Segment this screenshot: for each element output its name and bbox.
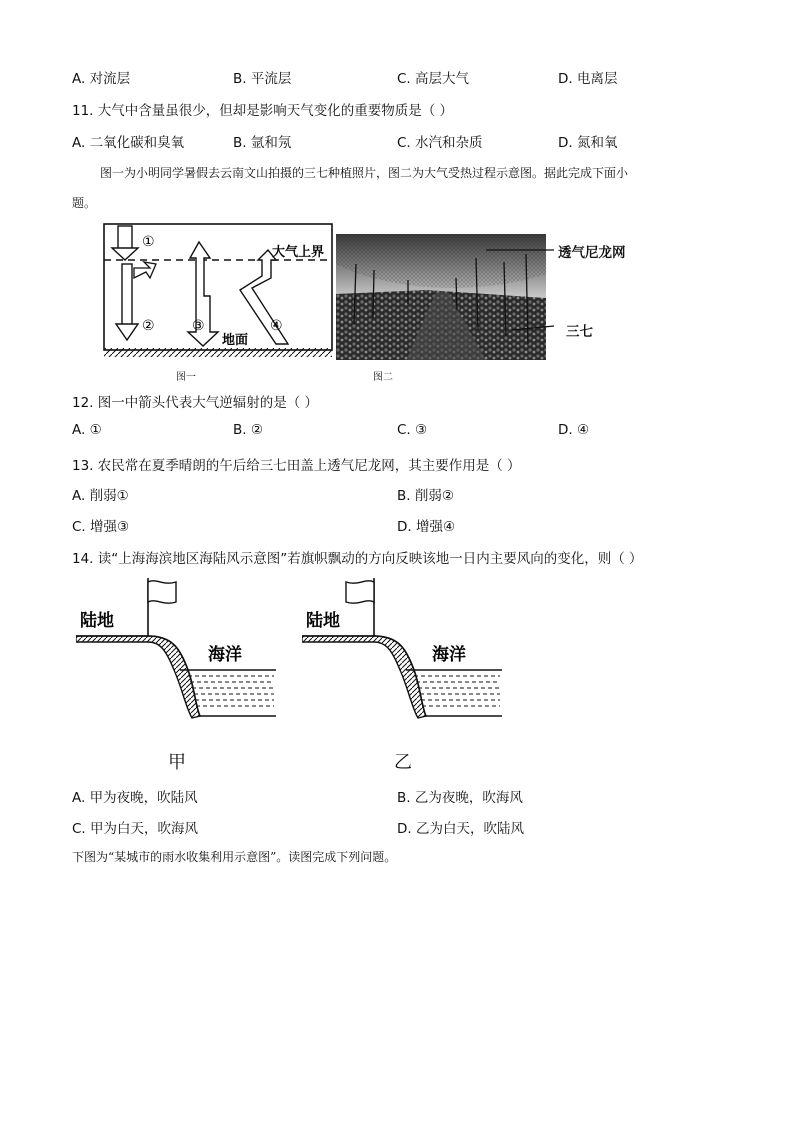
label-sanqi: 三七 — [566, 324, 593, 340]
caption-jia: 甲 — [168, 752, 186, 773]
caption-yi: 乙 — [394, 752, 412, 773]
label-land-jia: 陆地 — [80, 611, 114, 631]
q14-option-c: C. 甲为白天，吹海风 — [72, 821, 199, 837]
q12-option-c: C. ③ — [397, 422, 428, 438]
ground-hatch — [104, 348, 332, 357]
flag-yi — [346, 581, 374, 603]
figure-1-caption: 图一 — [176, 372, 196, 383]
label-arrow-2: ② — [142, 318, 155, 334]
q12-option-b: B. ② — [233, 422, 263, 438]
label-atmosphere-top: 大气上界 — [272, 245, 325, 260]
q12-option-a: A. ① — [72, 422, 102, 438]
q12-stem: 12. 图一中箭头代表大气逆辐射的是（ ） — [72, 395, 319, 411]
q10-option-b: B. 平流层 — [233, 71, 292, 87]
diagram-frame — [104, 224, 332, 350]
label-arrow-3: ③ — [192, 318, 205, 334]
intro-line-1: 图一为小明同学暑假去云南文山拍摄的三七种植照片，图二为大气受热过程示意图。据此完成下面小 — [100, 166, 629, 180]
next-intro: 下图为“某城市的雨水收集利用示意图”。读图完成下列问题。 — [72, 850, 397, 864]
q14-stem: 14. 读“上海海滨地区海陆风示意图”若旗帜飘动的方向反映该地一日内主要风向的变化，则（ ） — [72, 551, 643, 567]
q10-option-d: D. 电离层 — [558, 71, 618, 87]
label-land-yi: 陆地 — [306, 611, 340, 631]
flag-jia — [148, 581, 176, 603]
label-sea-yi: 海洋 — [432, 645, 466, 665]
intro-line-2: 题。 — [72, 196, 97, 210]
label-arrow-1: ① — [142, 234, 155, 250]
q11-option-b: B. 氩和氖 — [233, 135, 292, 151]
q11-option-a: A. 二氧化碳和臭氧 — [72, 135, 185, 151]
q13-option-b: B. 削弱② — [397, 488, 454, 504]
q14-option-d: D. 乙为白天，吹陆风 — [397, 821, 524, 837]
q14-option-a: A. 甲为夜晚，吹陆风 — [72, 790, 198, 806]
figure-2-caption: 图二 — [373, 372, 393, 383]
sea-land-diagram-jia — [76, 578, 280, 728]
q14-option-b: B. 乙为夜晚，吹海风 — [397, 790, 523, 806]
label-sea-jia: 海洋 — [208, 645, 242, 665]
label-arrow-4: ④ — [270, 318, 283, 334]
q11-option-d: D. 氮和氧 — [558, 135, 618, 151]
q13-option-d: D. 增强④ — [397, 519, 456, 535]
q13-option-a: A. 削弱① — [72, 488, 129, 504]
figure-1-heat-diagram — [100, 222, 336, 382]
q13-stem: 13. 农民常在夏季晴朗的午后给三七田盖上透气尼龙网，其主要作用是（ ） — [72, 458, 521, 474]
q11-stem: 11. 大气中含量虽很少，但却是影响天气变化的重要物质是（ ） — [72, 103, 454, 119]
label-nylon-net: 透气尼龙网 — [558, 245, 626, 261]
sea-land-diagram-yi — [302, 578, 506, 728]
q12-option-d: D. ④ — [558, 422, 590, 438]
q10-option-a: A. 对流层 — [72, 71, 131, 87]
label-ground: 地面 — [222, 333, 249, 348]
q10-option-c: C. 高层大气 — [397, 71, 470, 87]
q11-option-c: C. 水汽和杂质 — [397, 135, 483, 151]
q13-option-c: C. 增强③ — [72, 519, 130, 535]
